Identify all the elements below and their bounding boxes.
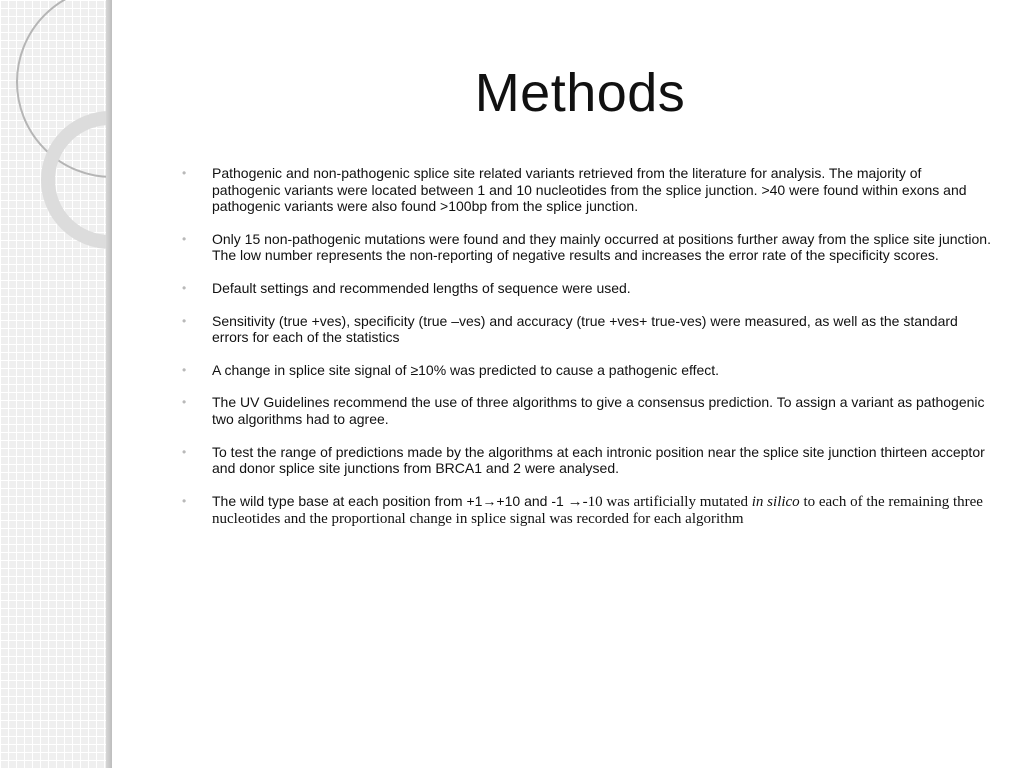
bullet-text-part: to each of the remaining three nucleotides and the proportional change in splice signal was recorded for each algorithm [212, 493, 983, 528]
bullet-marker: • [182, 362, 187, 377]
decorative-circles-graphic [0, 0, 112, 768]
bullet-text: Default settings and recommended lengths of sequence were used. [212, 279, 631, 296]
bullet-text-part: →-10 was artificially mutated [567, 493, 752, 510]
bullet-text: To test the range of predictions made by the algorithms at each intronic position near the splice site junction thirteen acceptor and donor splice site junctions from BRCA1 and 2 were analysed. [212, 443, 985, 477]
bullet-marker: • [182, 166, 187, 180]
decorative-side-panel [0, 0, 112, 768]
bullet-item [182, 394, 992, 427]
large-ring [17, 0, 112, 177]
italic-term: in silico [751, 493, 800, 510]
bullet-text: Only 15 non-pathogenic mutations were found and they mainly occurred at positions further away from the splice site junction. The low number represents the non-reporting of negative results and increases the error rate of the specificity scores. [212, 230, 991, 264]
slide-title: Methods [474, 63, 686, 123]
bullet-item [182, 493, 992, 528]
bullet-item [182, 165, 992, 215]
bullet-marker: • [182, 395, 187, 410]
bullet-text: The UV Guidelines recommend the use of three algorithms to give a consensus prediction. To assign a variant as pathogenic two algorithms had to agree. [212, 394, 985, 427]
bullet-item [182, 280, 992, 297]
bullet-marker: • [182, 231, 187, 246]
bullet-item [182, 362, 992, 379]
bullet-item [182, 444, 992, 477]
bullet-text: A change in splice site signal of ≥10% was predicted to cause a pathogenic effect. [212, 361, 720, 378]
bullet-text: Sensitivity (true +ves), specificity (true –ves) and accuracy (true +ves+ true-ves) were measured, as well as the standard errors for each of the statistics [212, 312, 958, 346]
bullet-marker: • [182, 444, 187, 459]
bullet-marker: • [182, 493, 187, 508]
bullet-list [182, 165, 992, 544]
bullet-marker: • [182, 313, 187, 328]
bullet-text-part: The wild type base at each position from +1→+10 and -1 [212, 492, 568, 509]
bullet-item [182, 231, 992, 264]
thick-ring [48, 118, 112, 242]
bullet-item [182, 313, 992, 346]
bullet-marker: • [182, 280, 187, 295]
bullet-text: Pathogenic and non-pathogenic splice site related variants retrieved from the literature for analysis. The majority of pathogenic variants were located between 1 and 10 nucleotides from the splice junction. >40 were found within exons and pathogenic variants were also found >100bp from the splice junction. [212, 165, 967, 215]
